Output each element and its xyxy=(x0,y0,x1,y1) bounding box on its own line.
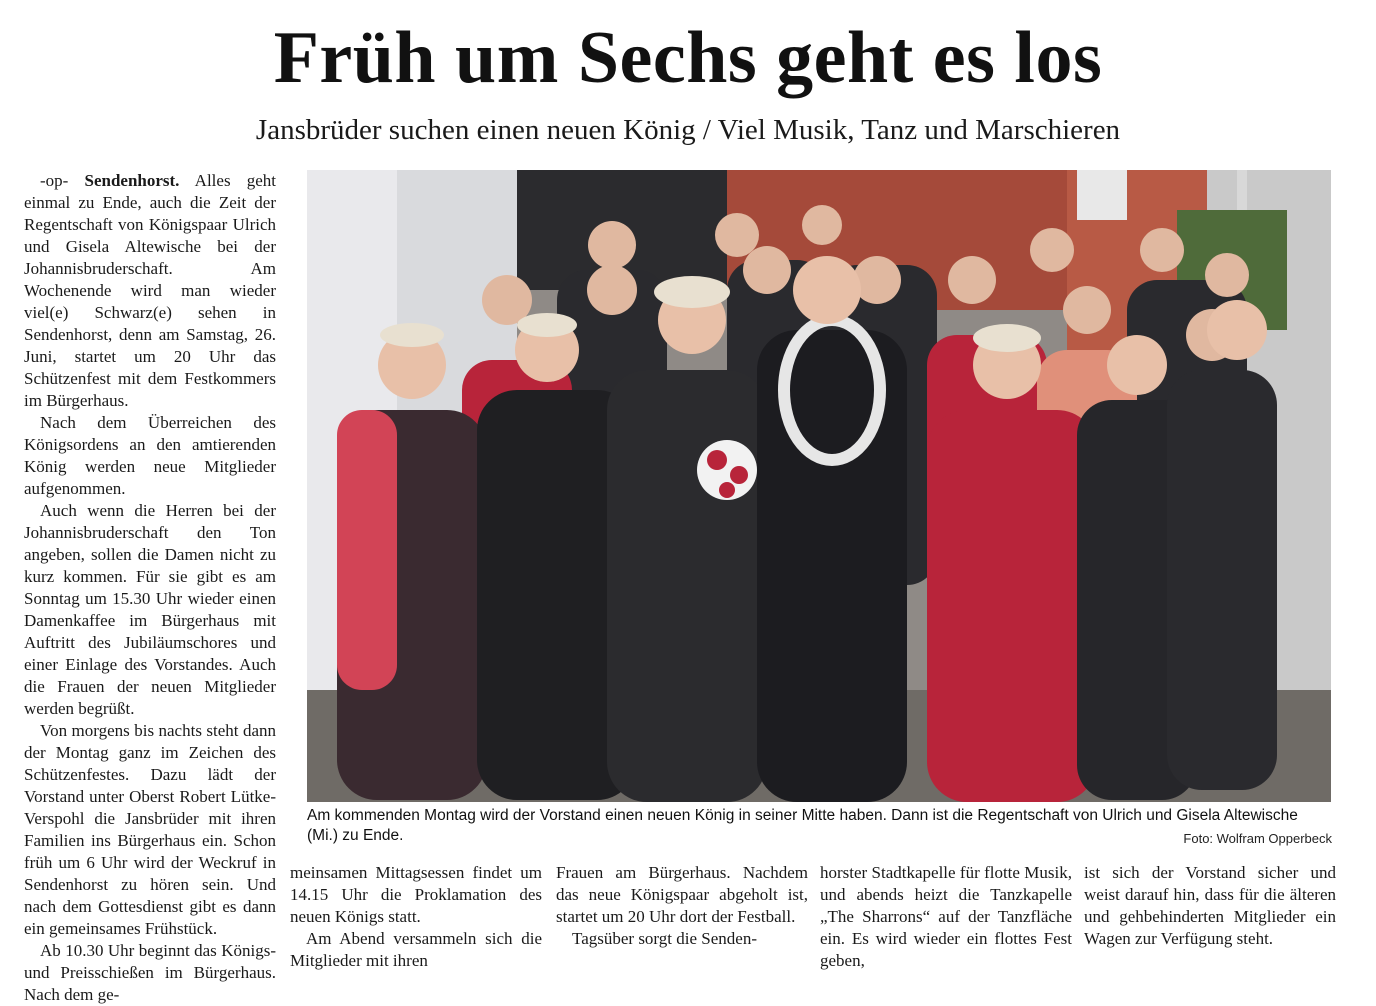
paragraph: Ab 10.30 Uhr beginnt das Königs- und Preisschießen im Bürgerhaus. Nach dem ge- xyxy=(24,941,276,1004)
paragraph: Tagsüber sorgt die Senden- xyxy=(572,929,757,948)
dateline: Sendenhorst. xyxy=(84,171,180,190)
paragraph: meinsamen Mittagsessen findet um 14.15 Uhr die Proklamation des neuen Königs statt. xyxy=(290,863,542,926)
paragraph: -op- Sendenhorst. Alles geht einmal zu Ende, auch die Zeit der Regentschaft von Königspaar Ulrich und Gisela Altewische bei der Johannisbruderschaft. Am Wochenende wird man wieder viel(e) Schwarz(e) sehen in Sendenhorst, denn am Samstag, 26. Juni, startet um 20 Uhr das Schützenfest mit dem Festkommers im Bürgerhaus. xyxy=(24,171,276,410)
article-column-4 xyxy=(820,862,1072,972)
paragraph: horster Stadtkapelle für flotte Musik, und abends heizt die Tanzkapelle „The Sharrons“ auf der Tanzfläche ein. Es wird wieder ein flottes Fest geben, xyxy=(820,863,1072,970)
subheadline: Jansbrüder suchen einen neuen König / Viel Musik, Tanz und Marschieren xyxy=(255,114,1121,146)
photo-credit: Foto: Wolfram Opperbeck xyxy=(1183,831,1332,846)
paragraph: Am Abend versammeln sich die Mitglieder mit ihren xyxy=(290,929,542,970)
article-column-5 xyxy=(1084,862,1336,950)
article-column-3 xyxy=(556,862,808,950)
photo-caption: Am kommenden Montag wird der Vorstand einen neuen König in seiner Mitte haben. Dann ist die Regentschaft von Ulrich und Gisela Altewische (Mi.) zu Ende. xyxy=(307,807,1298,844)
article-column-1 xyxy=(24,170,276,1006)
article-column-2 xyxy=(290,862,542,972)
paragraph: ist sich der Vorstand sicher und weist darauf hin, dass für die älteren und gehbehinderten Mitglieder ein Wagen zur Verfügung steht. xyxy=(1084,863,1336,948)
paragraph: Von morgens bis nachts steht dann der Montag ganz im Zeichen des Schützenfestes. Dazu lädt der Vorstand unter Oberst Robert Lütke-Verspohl die Jansbrüder mit ihren Familien ins Bürgerhaus ein. Schon früh um 6 Uhr wird der Weckruf in Sendenhorst zu hören sein. Und nach dem Gottesdienst gibt es dann ein gemeinsames Frühstück. xyxy=(24,721,276,938)
paragraph: Frauen am Bürgerhaus. Nachdem das neue Königspaar abgeholt ist, startet um 20 Uhr dort der Festball. xyxy=(556,863,808,926)
paragraph: Nach dem Überreichen des Königsordens an den amtierenden König werden neue Mitglieder aufgenommen. xyxy=(24,413,276,498)
paragraph: Auch wenn die Herren bei der Johannisbruderschaft den Ton angeben, sollen die Damen nicht zu kurz kommen. Für sie gibt es am Sonntag um 15.30 Uhr wieder einen Damenkaffee im Bürgerhaus mit Auftritt des Jubiläumschores und einer Einlage des Vorstandes. Auch die Frauen der neuen Mitglieder werden begrüßt. xyxy=(24,501,276,718)
paragraph-text: Alles geht einmal zu Ende, auch die Zeit der Regentschaft von Königspaar Ulrich und Gisela Altewische bei der Johannisbruderschaft. Am Wochenende wird man wieder viel(e) Schwarz(e) sehen in Sendenhorst, denn am Samstag, 26. Juni, startet um 20 Uhr das Schützenfest mit dem Festkommers im Bürgerhaus. xyxy=(24,171,276,410)
group-photo xyxy=(307,170,1331,802)
headline: Früh um Sechs geht es los xyxy=(273,17,1103,99)
